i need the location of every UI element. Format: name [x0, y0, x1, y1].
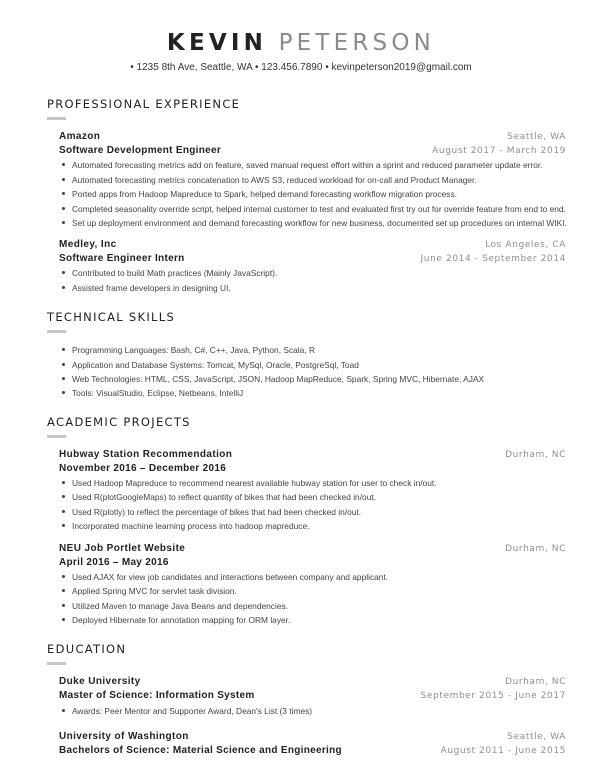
list-item: [62, 160, 567, 170]
bullet-text: Contributed to build Math practices (Mainly JavaScript).: [72, 268, 278, 278]
company-name: Medley, Inc: [59, 239, 117, 250]
degree-title: Master of Science: Information System: [59, 690, 255, 701]
list-item: [62, 521, 567, 531]
job-dates: June 2014 - September 2014: [420, 254, 566, 264]
bullet-icon: [62, 495, 65, 498]
bullet-icon: [62, 178, 65, 181]
job-dates: August 2017 - March 2019: [432, 146, 566, 156]
list-item: [62, 374, 567, 384]
section-title-projects: ACADEMIC PROJECTS: [47, 415, 191, 429]
job-role-row: [59, 145, 566, 156]
job-role: Software Engineer Intern: [59, 253, 185, 264]
project-dates: November 2016 – December 2016: [59, 463, 227, 474]
bullet-icon: [62, 271, 65, 274]
section-title-experience: PROFESSIONAL EXPERIENCE: [47, 97, 241, 111]
project-location: Durham, NC: [505, 450, 566, 460]
bullet-text: Programming Languages: Bash, C#, C++, Java, Python, Scala, R: [72, 345, 316, 355]
school-location: Durham, NC: [505, 677, 566, 687]
section-divider: [47, 330, 66, 333]
bullet-text: Application and Database Systems: Tomcat, MySql, Oracle, PostgreSql, Toad: [72, 360, 359, 370]
school-name: University of Washington: [59, 731, 189, 742]
bullet-text: Completed seasonality override script, helped internal customer to test and evaluated first try out for override feature from end to end.: [72, 204, 566, 214]
bullet-text: Set up deployment environment and demand forecasting workflow for new business, documented set up procedures on internal WIKI.: [72, 218, 567, 228]
school-name: Duke University: [59, 676, 141, 687]
list-item: [62, 507, 567, 517]
list-item: [62, 601, 567, 611]
bullet-icon: [62, 286, 65, 289]
section-divider: [47, 435, 66, 438]
job-location: Los Angeles, CA: [485, 240, 566, 250]
bullet-text: Utilized Maven to manage Java Beans and dependencies.: [72, 601, 289, 611]
candidate-name: [0, 30, 602, 56]
bullet-icon: [62, 510, 65, 513]
bullet-text: Used R(plotGoogleMaps) to reflect quantity of bikes that had been checked in/out.: [72, 492, 377, 502]
bullet-icon: [62, 221, 65, 224]
degree-row: [59, 745, 566, 756]
section-divider: [47, 662, 66, 665]
list-item: [62, 345, 567, 355]
bullet-text: Automated forecasting metrics add on feature, saved manual request effort within a sprint and reduced parameter update error.: [72, 160, 543, 170]
bullet-text: Web Technologies: HTML, CSS, JavaScript, JSON, Hadoop MapReduce, Spark, Spring MVC, Hibernate, AJAX: [72, 374, 485, 384]
bullet-text: Assisted frame developers in designing UI.: [72, 283, 231, 293]
bullet-text: Ported apps from Hadoop Mapreduce to Spark, helped demand forecasting workflow migration process.: [72, 189, 457, 199]
list-item: [62, 360, 567, 370]
list-item: [62, 478, 567, 488]
school-header: [59, 676, 566, 687]
bullet-text: Tools: VisualStudio, Eclipse, Netbeans, IntelliJ: [72, 388, 244, 398]
bullet-text: Incorporated machine learning process into hadoop mapreduce.: [72, 521, 310, 531]
bullet-icon: [62, 207, 65, 210]
bullet-icon: [62, 192, 65, 195]
bullet-icon: [62, 391, 65, 394]
contact-line: • 1235 8th Ave, Seattle, WA • 123.456.7890 • kevinpeterson2019@gmail.com: [130, 62, 472, 73]
project-name: NEU Job Portlet Website: [59, 543, 186, 554]
list-item: [62, 572, 567, 582]
bullet-text: Applied Spring MVC for servlet task division.: [72, 586, 237, 596]
bullet-icon: [62, 589, 65, 592]
bullet-icon: [62, 618, 65, 621]
bullet-text: Used R(plotly) to reflect the percentage of bikes that had been checked in/out.: [72, 507, 362, 517]
bullet-icon: [62, 575, 65, 578]
section-divider: [47, 117, 66, 120]
list-item: [62, 283, 567, 293]
school-header: [59, 731, 566, 742]
bullet-text: Awards: Peer Mentor and Supporter Award, Dean's List (3 times): [72, 706, 313, 716]
list-item: [62, 175, 567, 185]
list-item: [62, 268, 567, 278]
company-name: Amazon: [59, 131, 101, 142]
list-item: [62, 189, 567, 199]
project-name: Hubway Station Recommendation: [59, 449, 233, 460]
school-location: Seattle, WA: [507, 732, 566, 742]
section-title-skills: TECHNICAL SKILLS: [47, 310, 176, 324]
bullet-icon: [62, 363, 65, 366]
job-role-row: [59, 253, 566, 264]
bullet-text: Used Hadoop Mapreduce to recommend nearest available hubway station for user to check in/out.: [72, 478, 437, 488]
list-item: [62, 615, 567, 625]
project-dates-row: [59, 557, 566, 568]
degree-dates: August 2011 - June 2015: [440, 746, 566, 756]
list-item: [62, 388, 567, 398]
last-name: PETERSON: [278, 30, 436, 56]
degree-title: Bachelors of Science: Material Science and Engineering: [59, 745, 342, 756]
bullet-text: Used AJAX for view job candidates and interactions between company and applicant.: [72, 572, 389, 582]
degree-row: [59, 690, 566, 701]
bullet-icon: [62, 163, 65, 166]
section-title-education: EDUCATION: [47, 642, 127, 656]
bullet-icon: [62, 604, 65, 607]
job-header: [59, 239, 566, 250]
list-item: [62, 204, 567, 214]
project-location: Durham, NC: [505, 544, 566, 554]
project-dates: April 2016 – May 2016: [59, 557, 169, 568]
list-item: [62, 218, 567, 228]
degree-dates: September 2015 - June 2017: [420, 691, 566, 701]
list-item: [62, 492, 567, 502]
project-header: [59, 449, 566, 460]
job-role: Software Development Engineer: [59, 145, 222, 156]
bullet-icon: [62, 709, 65, 712]
project-header: [59, 543, 566, 554]
project-dates-row: [59, 463, 566, 474]
bullet-icon: [62, 524, 65, 527]
bullet-text: Automated forecasting metrics concatenation to AWS S3, reduced workload for on-call and Product Manager.: [72, 175, 477, 185]
list-item: [62, 586, 567, 596]
list-item: [62, 706, 567, 716]
first-name: KEVIN: [166, 30, 268, 56]
job-location: Seattle, WA: [507, 132, 566, 142]
job-header: [59, 131, 566, 142]
bullet-icon: [62, 481, 65, 484]
bullet-text: Deployed Hibernate for annotation mapping for ORM layer.: [72, 615, 291, 625]
bullet-icon: [62, 348, 65, 351]
bullet-icon: [62, 377, 65, 380]
